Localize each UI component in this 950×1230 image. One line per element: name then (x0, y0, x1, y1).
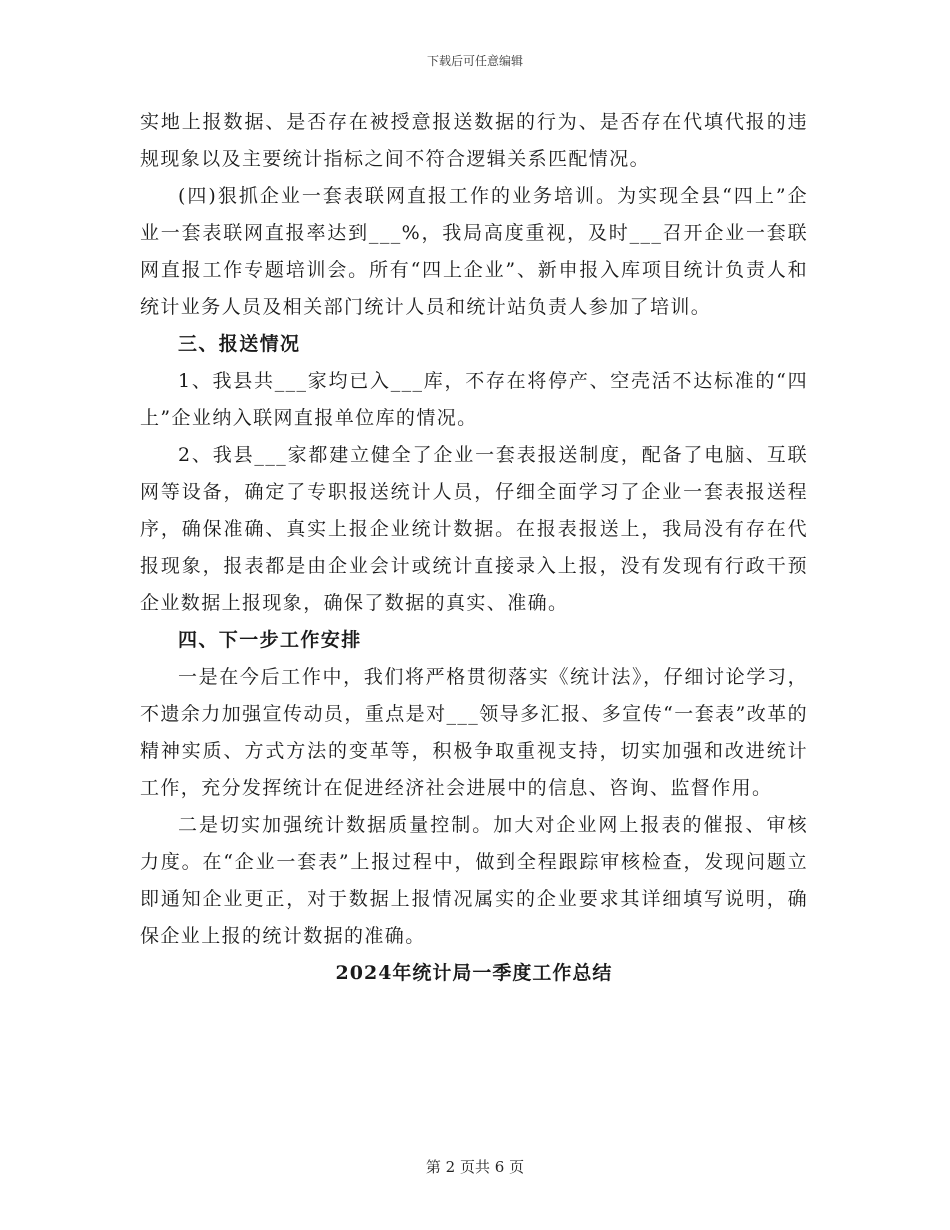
paragraph-training: (四)狠抓企业一套表联网直报工作的业务培训。为实现全县“四上”企业一套表联网直报率达到___%，我局高度重视，及时___召开企业一套联网直报工作专题培训会。所有“四上企业”、新申报入库项目统计负责人和统计业务人员及相关部门统计人员和统计站负责人参加了培训。 (140, 185, 808, 318)
section-heading-next-steps: 四、下一步工作安排 (178, 629, 362, 651)
paragraph-continuation: 实地上报数据、是否存在被授意报送数据的行为、是否存在代填代报的违规现象以及主要统计指标之间不符合逻辑关系匹配情况。 (140, 111, 808, 170)
paragraph-reporting-2: 2、我县___家都建立健全了企业一套表报送制度，配备了电脑、互联网等设备，确定了专职报送统计人员，仔细全面学习了企业一套表报送程序，确保准确、真实上报企业统计数据。在报表报送上，我局没有存在代报现象，报表都是由企业会计或统计直接录入上报，没有发现有行政干预企业数据上报现象，确保了数据的真实、准确。 (140, 444, 808, 614)
document-title: 2024年统计局一季度工作总结 (335, 962, 613, 984)
paragraph-next-steps-1: 一是在今后工作中，我们将严格贯彻落实《统计法》，仔细讨论学习，不遗余力加强宣传动员，重点是对___领导多汇报、多宣传“一套表”改革的精神实质、方式方法的变革等，积极争取重视支持，切实加强和改进统计工作，充分发挥统计在促进经济社会进展中的信息、咨询、监督作用。 (140, 666, 808, 799)
document-body (140, 104, 808, 992)
page-header: 下载后可任意编辑 (426, 54, 523, 68)
section-heading-reporting: 三、报送情况 (178, 333, 301, 355)
paragraph-next-steps-2: 二是切实加强统计数据质量控制。加大对企业网上报表的催报、审核力度。在“企业一套表”上报过程中，做到全程跟踪审核检查，发现问题立即通知企业更正，对于数据上报情况属实的企业要求其详细填写说明，确保企业上报的统计数据的准确。 (140, 814, 808, 947)
paragraph-reporting-1: 1、我县共___家均已入___库，不存在将停产、空壳活不达标准的“四上”企业纳入联网直报单位库的情况。 (140, 370, 808, 429)
page-footer: 第 2 页共 6 页 (425, 1158, 525, 1176)
